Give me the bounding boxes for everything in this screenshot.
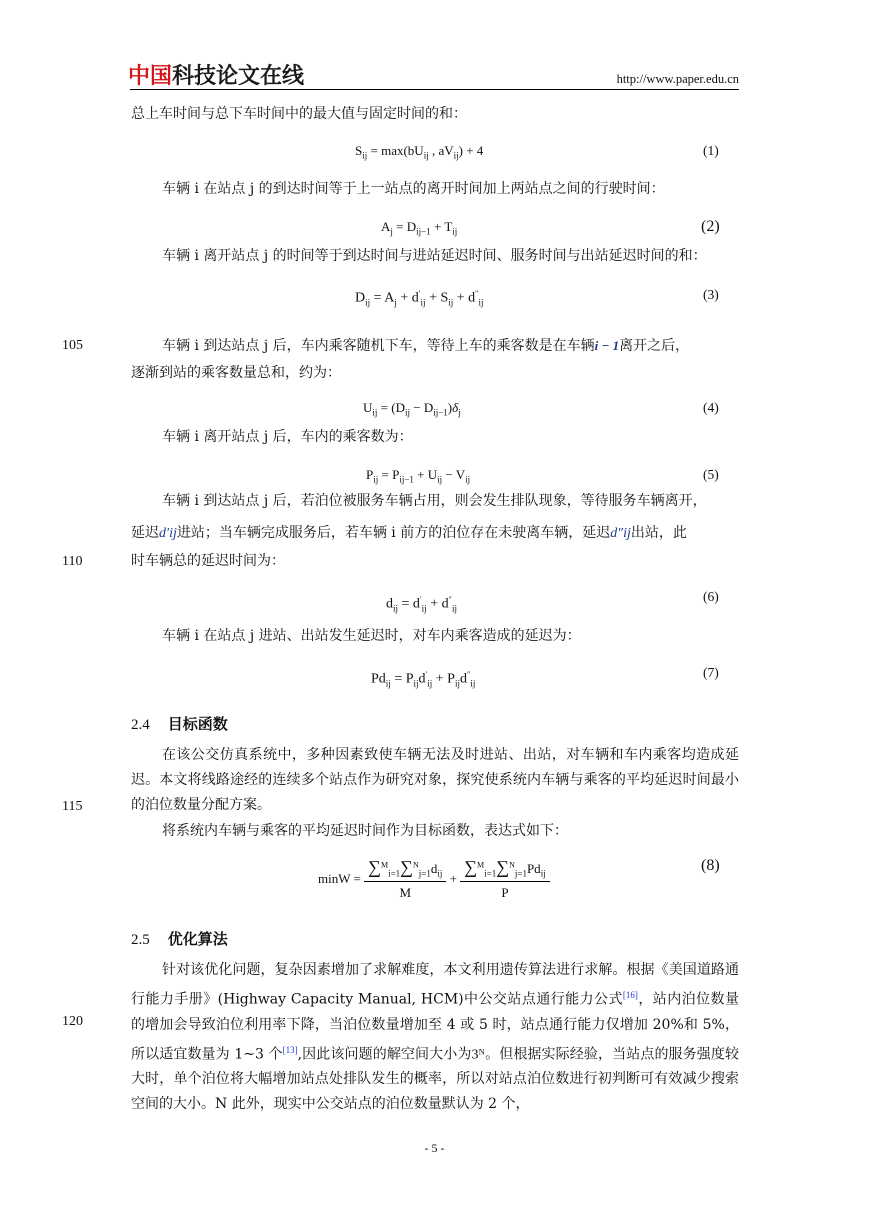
header-url[interactable]: http://www.paper.edu.cn [616,72,739,86]
line-number-120: 120 [62,1014,83,1029]
section-2-5-title: 优化算法 [167,930,228,948]
section-2-4-paragraph-1: 在该公交仿真系统中，多种因素致使车辆无法及时进站、出站，对车辆和车内乘客均造成延迟。本文将线路途经的连续多个站点作为研究对象，探究使系统内车辆与乘客的平均延迟时间最小的泊位数量分配方案。 [131,747,739,813]
equation-3: $D_{ij} = A_j + d'_{ij} + S_{ij} + d''_{ij}$ [355,289,484,308]
paragraph-110-line3: 时车辆总的延迟时间为： [131,553,285,569]
section-2-5-paragraph-1 [131,958,739,1117]
equation-2: $A_j = D_{ij-1} + T_{ij}$ [381,219,458,237]
p105-text-a: 车辆 i 到达站点 j 后，车内乘客随机下车，等待上车的乘客数是在车辆 [162,338,595,354]
equation-8: minW = $\frac{\sum^M_{i=1}\sum^N_{j=1}d_{ij}}{M}$ + $\frac{\sum^M_{i=1}\sum^N_{j=1}Pd_{ij}}{P}$ [318,857,550,901]
logo-red-text: 中国 [128,64,173,89]
equation-number-1: (1) [703,143,719,158]
paragraph-eq5-text: 车辆 i 离开站点 j 后，车内的乘客数为： [162,429,413,445]
solution-space-size: 3ᴺ [471,1047,485,1063]
p110-var-2: d″ij [610,526,631,541]
p105-text-b: 离开之后， [619,338,690,354]
section-2-4-number: 2.4 [131,717,150,733]
paragraph-110-line1: 车辆 i 到达站点 j 后，若泊位被服务车辆占用，则会发生排队现象，等待服务车辆离开， [162,493,707,509]
section-2-4-title: 目标函数 [167,715,228,733]
journal-logo [128,64,304,90]
equation-5: $P_{ij} = P_{ij-1} + U_{ij} - V_{ij}$ [366,467,471,485]
equation-number-7: (7) [703,665,719,680]
equation-4: $U_{ij} = (D_{ij} - D_{ij-1})\delta_j$ [363,400,461,418]
section-2-4-heading [131,713,228,734]
equation-number-6: (6) [703,589,719,604]
paragraph-105-line2: 逐渐到站的乘客数量总和，约为： [131,365,341,381]
paragraph-eq2-text: 车辆 i 在站点 j 的到达时间等于上一站点的离开时间加上两站点之间的行驶时间： [162,181,665,197]
header-divider [130,89,739,90]
paragraph-110-line2 [131,523,739,544]
p110-text-1: 延迟 [131,525,159,541]
logo-black-text: 科技论文在线 [172,64,305,89]
section-2-5-heading [131,928,228,949]
p110-var-1: d′ij [159,526,177,541]
page-number: - 5 - [424,1141,445,1155]
equation-1: $S_{ij} = \max(bU_{ij}$ , $aV_{ij}) + 4$ [355,143,484,161]
equation-number-4: (4) [703,400,719,415]
line-number-105: 105 [62,338,83,353]
paragraph-eq7-text: 车辆 i 在站点 j 进站、出站发生延迟时，对车内乘客造成的延迟为： [162,628,581,644]
line-number-110: 110 [62,554,83,569]
p105-variable: i − 1 [594,338,620,353]
equation-number-2: (2) [701,218,720,235]
intro-text: 总上车时间与总下车时间中的最大值与固定时间的和： [131,106,467,122]
equation-number-5: (5) [703,467,719,482]
line-number-115: 115 [62,799,83,814]
paragraph-eq3-text: 车辆 i 离开站点 j 的时间等于到达时间与进站延迟时间、服务时间与出站延迟时间的和： [162,248,707,264]
citation-13[interactable]: [13] [282,1044,298,1055]
s25-text-b: ，站内泊位数量的增加会导致泊位利用率下降，当泊位数量增加至 4 或 5 时，站点通行能力仅增加 20%和 5%，所以适宜数量为 1~3 个 [131,991,739,1063]
equation-number-3: (3) [703,287,719,302]
equation-6: $d_{ij} = d'_{ij} + d''_{ij}$ [386,595,457,614]
equation-7: $Pd_{ij} = P_{ij}d'_{ij} + P_{ij}d''_{ij}$ [371,670,476,689]
s25-text-c: ,因此该问题的解空间大小为 [297,1046,472,1063]
section-2-5-number: 2.5 [131,932,150,948]
citation-16[interactable]: [16] [622,990,638,1000]
p110-text-3: 出站，此 [630,525,687,541]
section-2-4-paragraph-2: 将系统内车辆与乘客的平均延迟时间作为目标函数，表达式如下： [162,823,568,839]
p110-text-2: 进站；当车辆完成服务后，若车辆 i 前方的泊位存在未驶离车辆，延迟 [176,525,611,541]
s25-text-d: 。但根据实际经验，当站点的服务强度较大时，单个泊位将大幅增加站点处排队发生的概率，所以对站点泊位数进行初判断可有效减少搜索空间的大小。N 此外，现实中公交站点的泊位数量默认为 2 个， [131,1046,740,1113]
s25-text-a: 针对该优化问题，复杂因素增加了求解难度，本文利用遗传算法进行求解。根据《美国道路通行能力手册》(Highway Capacity Manual, HCM)中公交站点通行能力公式 [131,962,739,1008]
paragraph-105-line1 [162,336,689,356]
equation-number-8: (8) [701,857,720,874]
